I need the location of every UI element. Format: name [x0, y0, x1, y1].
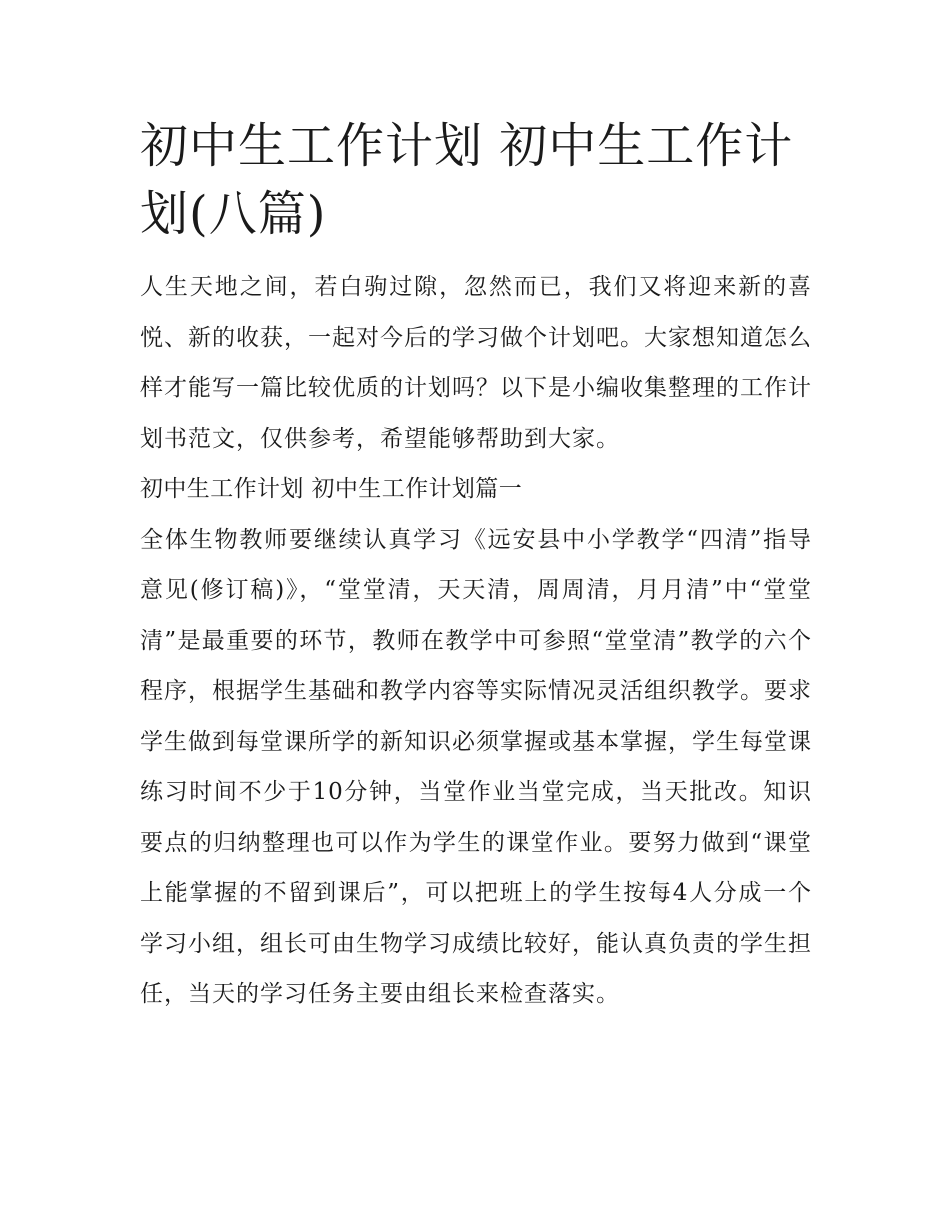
section-paragraph: 全体生物教师要继续认真学习《远安县中小学教学“四清”指导意见(修订稿)》，“堂堂清，天天清，周周清，月月清”中“堂堂清”是最重要的环节，教师在教学中可参照“堂堂清”教学的六个程序，根据学生基础和教学内容等实际情况灵活组织教学。要求学生做到每堂课所学的新知识必须掌握或基本掌握，学生每堂课练习时间不少于10分钟，当堂作业当堂完成，当天批改。知识要点的归纳整理也可以作为学生的课堂作业。要努力做到“课堂上能掌握的不留到课后”，可以把班上的学生按每4人分成一个学习小组，组长可由生物学习成绩比较好，能认真负责的学生担任，当天的学习任务主要由组长来检查落实。	[140, 526, 812, 1007]
intro-paragraph: 人生天地之间，若白驹过隙，忽然而已，我们又将迎来新的喜悦、新的收获，一起对今后的学习做个计划吧。大家想知道怎么样才能写一篇比较优质的计划吗？以下是小编收集整理的工作计划书范文，仅供参考，希望能够帮助到大家。	[140, 274, 812, 452]
document-page	[140, 112, 812, 1020]
section-heading: 初中生工作计划 初中生工作计划篇一	[140, 476, 523, 502]
document-title: 初中生工作计划 初中生工作计划(八篇)	[140, 118, 794, 242]
